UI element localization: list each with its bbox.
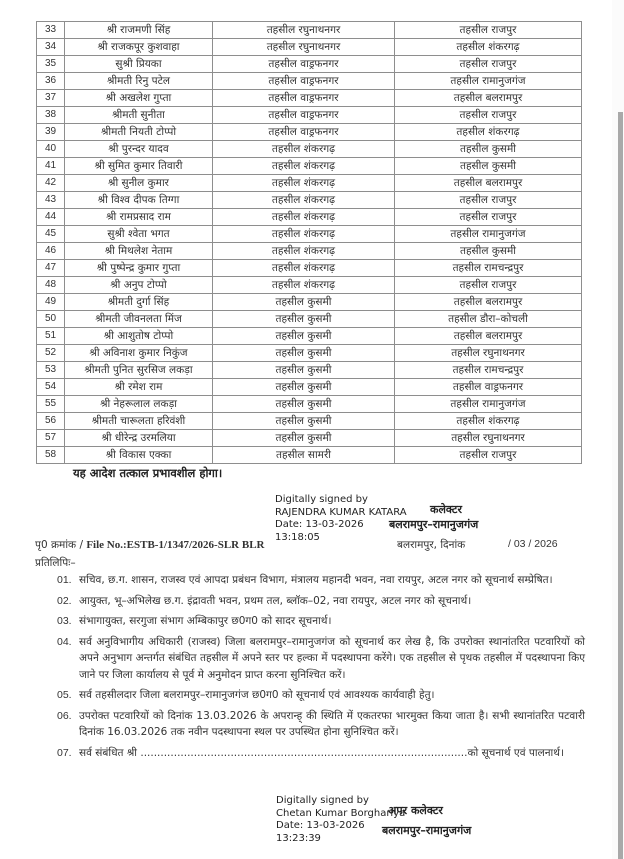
copy-list [57, 572, 585, 765]
from-tehsil-cell: तहसील वाड्रफनगर [213, 124, 395, 141]
serial-cell: 55 [37, 396, 65, 413]
copy-to-label: प्रतिलिपिः– [35, 557, 76, 569]
name-cell: श्रीमती नियती टोप्पो [65, 124, 213, 141]
to-tehsil-cell: तहसील रघुनाथनगर [395, 345, 582, 362]
table-row [37, 362, 582, 379]
serial-cell: 51 [37, 328, 65, 345]
table-row [37, 141, 582, 158]
table-row [37, 396, 582, 413]
name-cell: श्रीमती चारूलता हरिवंशी [65, 413, 213, 430]
from-tehsil-cell: तहसील वाड्रफनगर [213, 56, 395, 73]
from-tehsil-cell: तहसील शंकरगढ़ [213, 158, 395, 175]
table-row [37, 209, 582, 226]
copy-item [57, 745, 585, 762]
serial-cell: 42 [37, 175, 65, 192]
file-number: File No.:ESTB-1/1347/2026-SLR BLR [86, 539, 265, 551]
signature-time: 13:18:05 [275, 531, 320, 543]
table-row [37, 311, 582, 328]
serial-cell: 41 [37, 158, 65, 175]
serial-cell: 40 [37, 141, 65, 158]
to-tehsil-cell: तहसील राजपुर [395, 209, 582, 226]
endorsement-prefix: पृ0 क्रमांक / [35, 539, 87, 551]
from-tehsil-cell: तहसील कुसमी [213, 379, 395, 396]
to-tehsil-cell: तहसील राजपुर [395, 107, 582, 124]
name-cell: श्री विश्व दीपक तिग्गा [65, 192, 213, 209]
from-tehsil-cell: तहसील शंकरगढ़ [213, 141, 395, 158]
serial-cell: 33 [37, 22, 65, 39]
table-row [37, 226, 582, 243]
copy-item [57, 687, 585, 704]
table-row [37, 328, 582, 345]
to-tehsil-cell: तहसील बलरामपुर [395, 328, 582, 345]
table-row [37, 39, 582, 56]
copy-item-text: उपरोक्त पटवारियों को दिनांक 13.03.2026 के अपरान्ह् की स्थिति में एकतरफा भारमुक्त किया जाता है। सभी स्थानांतरित पटवारी दिनांक 16.03.2026 तक नवीन पदस्थापना स्थल पर उपस्थित होना सुनिश्चित करें। [79, 709, 585, 738]
name-cell: श्री रामप्रसाद राम [65, 209, 213, 226]
table-row [37, 430, 582, 447]
table-row [37, 379, 582, 396]
copy-item-text: आयुक्त, भू–अभिलेख छ.ग. इंद्रावती भवन, प्रथम तल, ब्लॉक–02, नवा रायपुर, अटल नगर को सूचनार्थ। [79, 594, 472, 607]
signature-time: 13:23:39 [276, 832, 321, 844]
serial-cell: 43 [37, 192, 65, 209]
name-cell: श्री राजकपूर कुशवाहा [65, 39, 213, 56]
from-tehsil-cell: तहसील वाड्रफनगर [213, 107, 395, 124]
to-tehsil-cell: तहसील राजपुर [395, 56, 582, 73]
serial-cell: 45 [37, 226, 65, 243]
from-tehsil-cell: तहसील शंकरगढ़ [213, 243, 395, 260]
serial-cell: 53 [37, 362, 65, 379]
name-cell: श्रीमती दुर्गा सिंह [65, 294, 213, 311]
table-row [37, 124, 582, 141]
to-tehsil-cell: तहसील रामचन्द्रपुर [395, 260, 582, 277]
from-tehsil-cell: तहसील शंकरगढ़ [213, 175, 395, 192]
designation-place: बलरामपुर–रामानुजगंज [389, 518, 479, 531]
serial-cell: 44 [37, 209, 65, 226]
digital-signature-collector [275, 494, 479, 544]
table-row [37, 447, 582, 464]
copy-item-number: 06. [57, 709, 72, 722]
table-row [37, 413, 582, 430]
name-cell: श्री अनुप टोप्पो [65, 277, 213, 294]
serial-cell: 47 [37, 260, 65, 277]
name-cell: श्री विकास एक्का [65, 447, 213, 464]
to-tehsil-cell: तहसील राजपुर [395, 277, 582, 294]
name-cell: श्री सुमित कुमार तिवारी [65, 158, 213, 175]
from-tehsil-cell: तहसील शंकरगढ़ [213, 277, 395, 294]
to-tehsil-cell: तहसील रामानुजगंज [395, 396, 582, 413]
name-cell: श्री अविनाश कुमार निकुंज [65, 345, 213, 362]
table-row [37, 277, 582, 294]
to-tehsil-cell: तहसील डौरा–कोचली [395, 311, 582, 328]
name-cell: श्री नेहरूलाल लकड़ा [65, 396, 213, 413]
name-cell: श्री धीरेन्द्र उरमलिया [65, 430, 213, 447]
scrollbar-track[interactable] [612, 0, 624, 859]
from-tehsil-cell: तहसील रघुनाथनगर [213, 22, 395, 39]
table-row [37, 260, 582, 277]
copy-item [57, 634, 585, 684]
copy-item [57, 593, 585, 610]
from-tehsil-cell: तहसील शंकरगढ़ [213, 192, 395, 209]
serial-cell: 48 [37, 277, 65, 294]
serial-cell: 35 [37, 56, 65, 73]
serial-cell: 57 [37, 430, 65, 447]
name-cell: श्रीमती सुनीता [65, 107, 213, 124]
name-cell: श्री पुरन्दर यादव [65, 141, 213, 158]
copy-item [57, 572, 585, 589]
designation: अपर कलेक्टर [388, 804, 443, 817]
table-row [37, 22, 582, 39]
order-date: / 03 / 2026 [508, 538, 558, 550]
from-tehsil-cell: तहसील शंकरगढ़ [213, 226, 395, 243]
from-tehsil-cell: तहसील रघुनाथनगर [213, 39, 395, 56]
effective-note: यह आदेश तत्काल प्रभावशील होगा। [73, 466, 223, 480]
serial-cell: 46 [37, 243, 65, 260]
table-row [37, 294, 582, 311]
copy-item-number: 04. [57, 635, 72, 648]
file-number-line [35, 538, 558, 552]
from-tehsil-cell: तहसील कुसमी [213, 396, 395, 413]
to-tehsil-cell: तहसील बलरामपुर [395, 90, 582, 107]
table-row [37, 192, 582, 209]
serial-cell: 56 [37, 413, 65, 430]
serial-cell: 34 [37, 39, 65, 56]
signature-label: Digitally signed by [276, 795, 369, 806]
designation: कलेक्टर [430, 503, 462, 516]
from-tehsil-cell: तहसील कुसमी [213, 345, 395, 362]
to-tehsil-cell: तहसील रामानुजगंज [395, 226, 582, 243]
to-tehsil-cell: तहसील कुसमी [395, 158, 582, 175]
to-tehsil-cell: तहसील शंकरगढ़ [395, 124, 582, 141]
to-tehsil-cell: तहसील कुसमी [395, 243, 582, 260]
transfer-table-body [37, 22, 582, 464]
copy-item-number: 07. [57, 746, 72, 759]
from-tehsil-cell: तहसील वाड्रफनगर [213, 90, 395, 107]
copy-item-number: 05. [57, 689, 72, 701]
signature-date: Date: 13-03-2026 [276, 820, 365, 831]
from-tehsil-cell: तहसील कुसमी [213, 430, 395, 447]
name-cell: श्री रमेश राम [65, 379, 213, 396]
copy-item-text: सचिव, छ.ग. शासन, राजस्व एवं आपदा प्रबंधन विभाग, मंत्रालय महानदी भवन, नवा रायपुर, अटल नगर को सूचनार्थ सम्प्रेषित। [79, 574, 553, 586]
name-cell: श्रीमती रिनु पटेल [65, 73, 213, 90]
copy-item [57, 708, 585, 741]
to-tehsil-cell: तहसील बलरामपुर [395, 175, 582, 192]
name-cell: श्रीमती पुनित सुरसिज लकड़ा [65, 362, 213, 379]
copy-item-text: सर्व संबंधित श्री ..................................................................................................को सूचनार्थ एवं पालनार्थ। [79, 746, 564, 759]
table-row [37, 158, 582, 175]
to-tehsil-cell: तहसील राजपुर [395, 192, 582, 209]
copy-item-text: सर्व तहसीलदार जिला बलरामपुर–रामानुजगंज छ0ग0 को सूचनार्थ एवं आवश्यक कार्यवाही हेतु। [79, 689, 435, 701]
to-tehsil-cell: तहसील राजपुर [395, 447, 582, 464]
to-tehsil-cell: तहसील वाड्रफनगर [395, 379, 582, 396]
table-row [37, 56, 582, 73]
table-row [37, 90, 582, 107]
transfer-table [36, 21, 582, 464]
copy-item-number: 03. [57, 615, 72, 627]
copy-item-number: 02. [57, 594, 72, 607]
serial-cell: 39 [37, 124, 65, 141]
name-cell: श्री आशुतोष टोप्पो [65, 328, 213, 345]
from-tehsil-cell: तहसील सामरी [213, 447, 395, 464]
serial-cell: 36 [37, 73, 65, 90]
to-tehsil-cell: तहसील रामचन्द्रपुर [395, 362, 582, 379]
serial-cell: 50 [37, 311, 65, 328]
table-row [37, 107, 582, 124]
to-tehsil-cell: तहसील शंकरगढ़ [395, 413, 582, 430]
to-tehsil-cell: तहसील बलरामपुर [395, 294, 582, 311]
from-tehsil-cell: तहसील कुसमी [213, 294, 395, 311]
table-row [37, 345, 582, 362]
serial-cell: 38 [37, 107, 65, 124]
table-row [37, 73, 582, 90]
serial-cell: 37 [37, 90, 65, 107]
from-tehsil-cell: तहसील कुसमी [213, 328, 395, 345]
from-tehsil-cell: तहसील शंकरगढ़ [213, 260, 395, 277]
table-row [37, 175, 582, 192]
from-tehsil-cell: तहसील कुसमी [213, 311, 395, 328]
copy-item-number: 01. [57, 574, 72, 586]
copy-item-text: सर्व अनुविभागीय अधिकारी (राजस्व) जिला बलरामपुर–रामानुजगंज को सूचनार्थ कर लेख है, कि उपरोक्त स्थानांतरित पटवारियों को अपने अनुभाग अन्तर्गत संबंधित तहसील में अपने स्तर पर हल्का में पदस्थापना करेंगे। एक तहसील से पृथक तहसील में पदस्थापना किए जाने पर जिला कार्यालय से पूर्व मे अनुमोदन प्राप्त करना सुनिश्चित करें। [79, 635, 585, 681]
from-tehsil-cell: तहसील कुसमी [213, 362, 395, 379]
signature-label: Digitally signed by [275, 494, 368, 505]
name-cell: श्री अखलेश गुप्ता [65, 90, 213, 107]
copy-item-text: संभागायुक्त, सरगुजा संभाग अम्बिकापुर छ0ग0 को सादर सूचनार्थ। [79, 615, 332, 627]
designation-place: बलरामपुर–रामानुजगंज [382, 824, 472, 837]
to-tehsil-cell: तहसील रघुनाथनगर [395, 430, 582, 447]
from-tehsil-cell: तहसील वाड्रफनगर [213, 73, 395, 90]
table-row [37, 243, 582, 260]
name-cell: श्री पुष्पेन्द्र कुमार गुप्ता [65, 260, 213, 277]
digital-signature-additional-collector [276, 795, 472, 845]
name-cell: सुश्री प्रियका [65, 56, 213, 73]
name-cell: श्रीमती जीवनलता मिंज [65, 311, 213, 328]
to-tehsil-cell: तहसील राजपुर [395, 22, 582, 39]
name-cell: श्री मिथलेश नेताम [65, 243, 213, 260]
serial-cell: 58 [37, 447, 65, 464]
serial-cell: 49 [37, 294, 65, 311]
name-cell: श्री सुनील कुमार [65, 175, 213, 192]
copy-item [57, 613, 585, 630]
from-tehsil-cell: तहसील कुसमी [213, 413, 395, 430]
signer-name: Chetan Kumar Borghariya [276, 807, 406, 819]
to-tehsil-cell: तहसील रामानुजगंज [395, 73, 582, 90]
to-tehsil-cell: तहसील कुसमी [395, 141, 582, 158]
to-tehsil-cell: तहसील शंकरगढ़ [395, 39, 582, 56]
serial-cell: 54 [37, 379, 65, 396]
name-cell: सुश्री श्वेता भगत [65, 226, 213, 243]
place-date-label: बलरामपुर, दिनांक [397, 539, 466, 551]
from-tehsil-cell: तहसील शंकरगढ़ [213, 209, 395, 226]
signature-date: Date: 13-03-2026 [275, 519, 364, 530]
serial-cell: 52 [37, 345, 65, 362]
name-cell: श्री राजमणी सिंह [65, 22, 213, 39]
signer-name: RAJENDRA KUMAR KATARA [275, 506, 407, 518]
scrollbar-thumb[interactable] [618, 112, 623, 859]
